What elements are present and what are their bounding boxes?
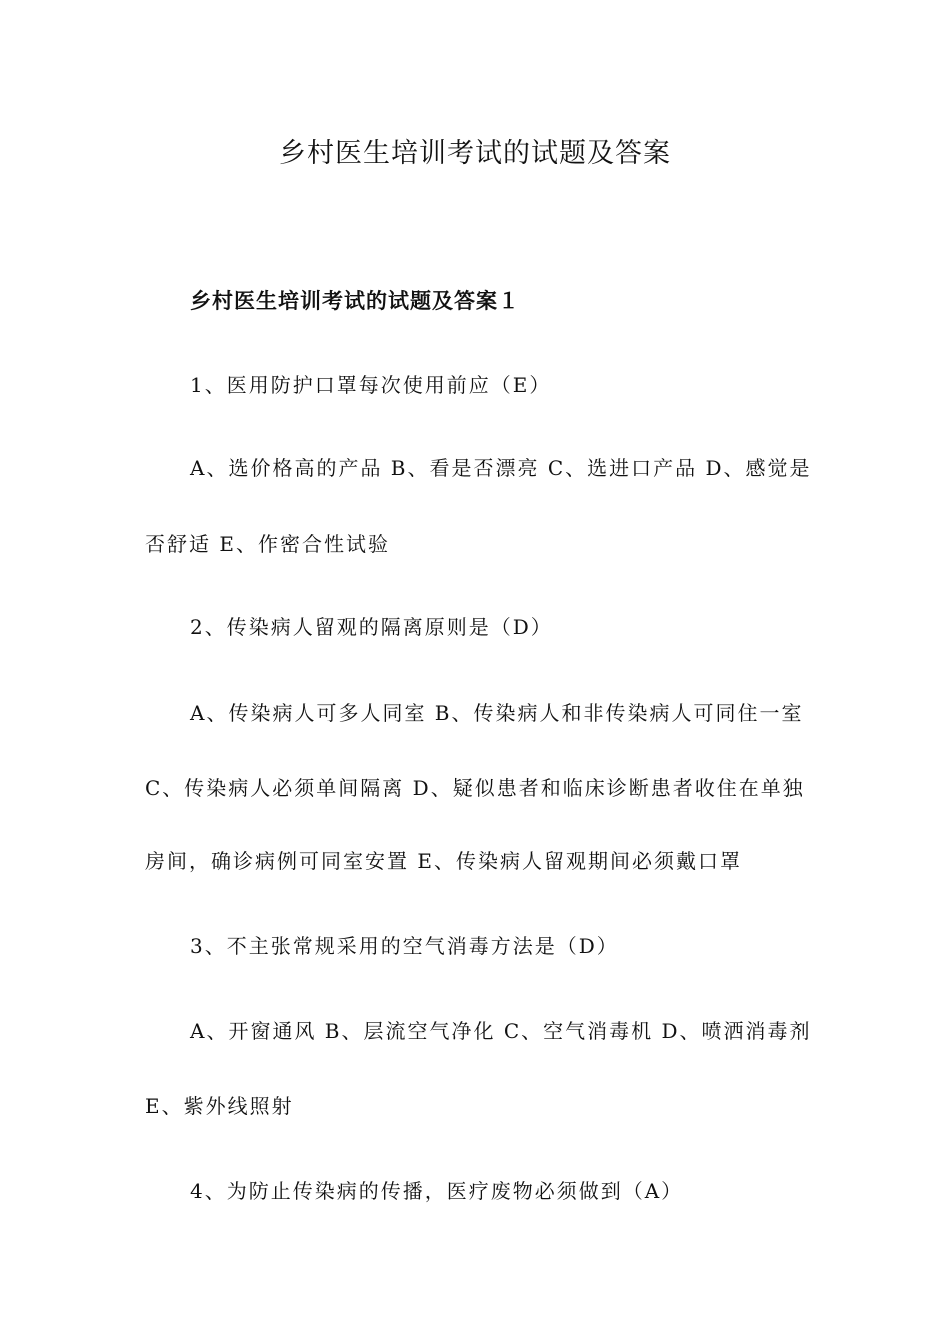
question-1: 1、医用防护口罩每次使用前应（E）	[190, 373, 552, 397]
question-4: 4、为防止传染病的传播，医疗废物必须做到（A）	[190, 1179, 684, 1203]
section-heading: 乡村医生培训考试的试题及答案１	[190, 289, 520, 313]
question-2-options: A、传染病人可多人同室 B、传染病人和非传染病人可同住一室	[190, 701, 804, 725]
document-title: 乡村医生培训考试的试题及答案	[279, 138, 671, 169]
question-2: 2、传染病人留观的隔离原则是（D）	[190, 615, 553, 639]
question-1-options-continued: 否舒适 E、作密合性试验	[145, 532, 390, 556]
question-3-options-continued: E、紫外线照射	[145, 1094, 294, 1118]
question-3: 3、不主张常规采用的空气消毒方法是（D）	[190, 934, 619, 958]
question-2-options-continued: 房间，确诊病例可同室安置 E、传染病人留观期间必须戴口罩	[145, 849, 742, 873]
question-1-options: A、选价格高的产品 B、看是否漂亮 C、选进口产品 D、感觉是	[190, 456, 812, 480]
question-3-options: A、开窗通风 B、层流空气净化 C、空气消毒机 D、喷洒消毒剂	[190, 1019, 812, 1043]
question-2-options-continued: C、传染病人必须单间隔离 D、疑似患者和临床诊断患者收住在单独	[145, 776, 805, 800]
